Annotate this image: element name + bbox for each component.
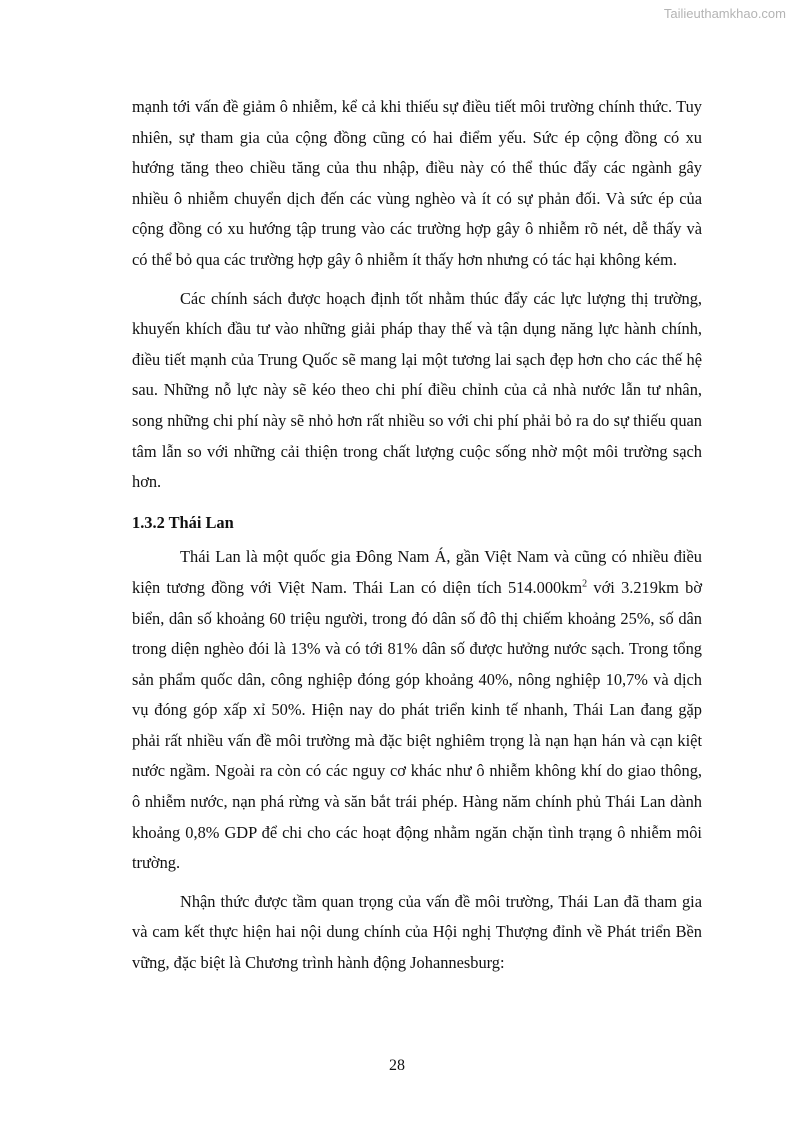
- section-heading: 1.3.2 Thái Lan: [132, 512, 234, 532]
- paragraph-thailand-commitment: Nhận thức được tầm quan trọng của vấn đề môi trường, Thái Lan đã tham gia và cam kết thực hiện hai nội dung chính của Hội nghị Thượng đỉnh về Phát triển Bền vững, đặc biệt là Chương trình hành động Johannesburg:: [132, 891, 702, 973]
- paragraph-policy: Các chính sách được hoạch định tốt nhằm thúc đẩy các lực lượng thị trường, khuyến khích đầu tư vào những giải pháp thay thế và tận dụng năng lực hành chính, điều tiết mạnh của Trung Quốc sẽ mang lại một tương lai sạch đẹp hơn cho các thế hệ sau. Những nỗ lực này sẽ kéo theo chi phí điều chỉnh của cả nhà nước lẫn tư nhân, song những chi phí này sẽ nhỏ hơn rất nhiều so với chi phí phải bỏ ra do sự thiếu quan tâm lẫn so với những cải thiện trong chất lượng cuộc sống nhờ một môi trường sạch hơn.: [132, 288, 702, 492]
- paragraph-thailand-overview: [132, 542, 702, 879]
- paragraph-text-part: Thái Lan là một quốc gia Đông Nam Á, gần Việt Nam và cũng có nhiều điều kiện tương đồng với Việt Nam. Thái Lan có diện tích 514.000km: [132, 547, 702, 597]
- superscript: 2: [582, 578, 588, 590]
- page-number: 28: [389, 1057, 405, 1074]
- paragraph-text-part: với 3.219km bờ biển, dân số khoảng 60 triệu người, trong đó dân số đô thị chiếm khoảng 25%, số dân trong diện nghèo đói là 13% và có tới 81% dân số được hưởng nước sạch. Trong tổng sản phẩm quốc dân, công nghiệp đóng góp khoảng 40%, nông nghiệp 10,7% và dịch vụ đóng góp xấp xỉ 50%. Hiện nay do phát triển kinh tế nhanh, Thái Lan đang gặp phải rất nhiều vấn đề môi trường mà đặc biệt nghiêm trọng là nạn hạn hán và cạn kiệt nước ngầm. Ngoài ra còn có các nguy cơ khác như ô nhiễm không khí do giao thông, ô nhiễm nước, nạn phá rừng và săn bắt trái phép. Hàng năm chính phủ Thái Lan dành khoảng 0,8% GDP để chi cho các hoạt động nhằm ngăn chặn tình trạng ô nhiễm môi trường.: [132, 577, 702, 873]
- watermark-text: Tailieuthamkhao.com: [663, 6, 786, 21]
- document-body: [132, 92, 702, 979]
- paragraph-continuation: mạnh tới vấn đề giảm ô nhiễm, kể cả khi thiếu sự điều tiết môi trường chính thức. Tuy nhiên, sự tham gia của cộng đồng cũng có hai điểm yếu. Sức ép cộng đồng có xu hướng tăng theo chiều tăng của thu nhập, điều này có thể thúc đẩy các ngành gây nhiều ô nhiễm chuyển dịch đến các vùng nghèo và ít có sự phản đối. Và sức ép của cộng đồng có xu hướng tập trung vào các trường hợp gây ô nhiễm rõ nét, dễ thấy và có thể bỏ qua các trường hợp gây ô nhiễm ít thấy hơn nhưng có tác hại không kém.: [132, 97, 702, 269]
